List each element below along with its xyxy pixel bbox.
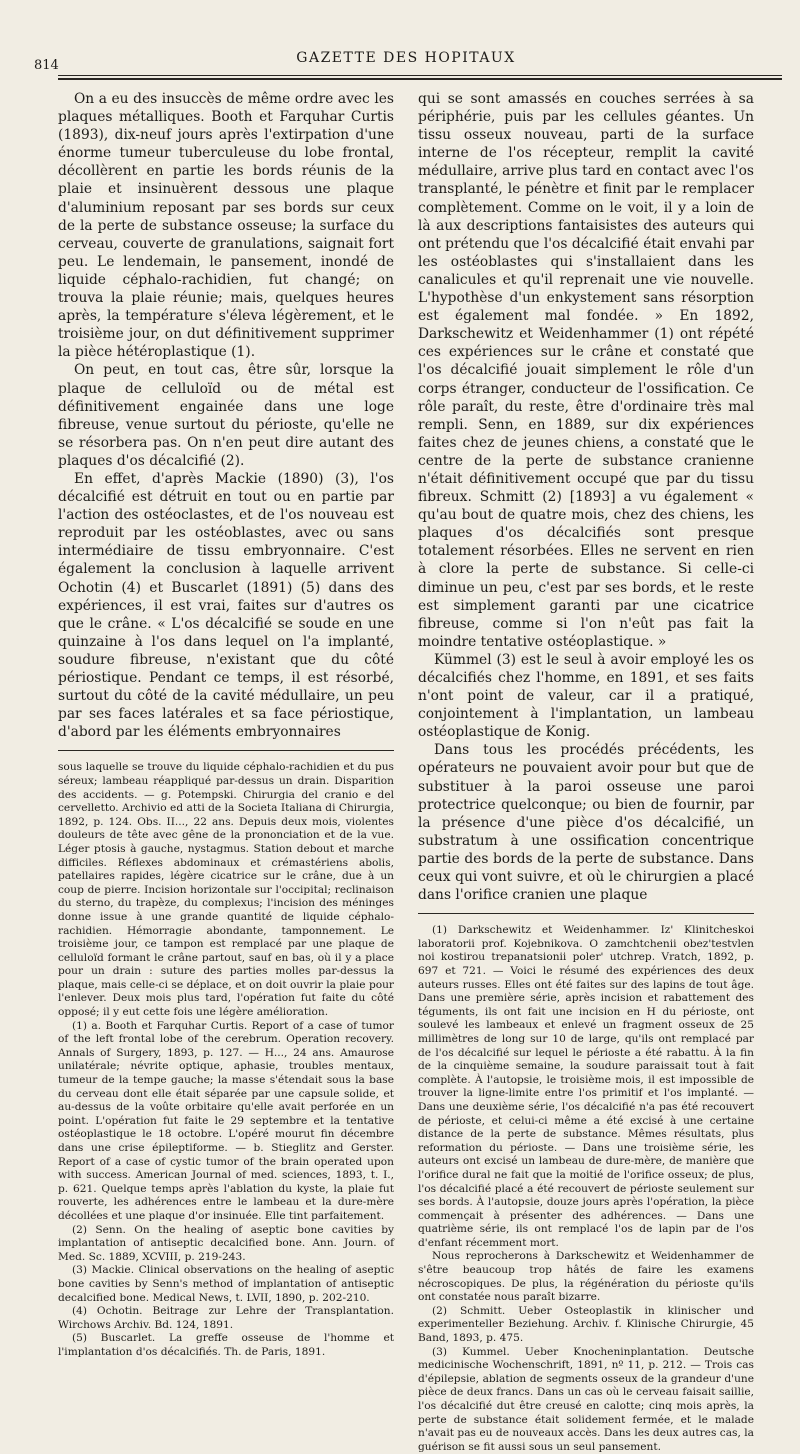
page-header <box>30 44 782 74</box>
body-paragraph: En effet, d'après Mackie (1890) (3), l'os décalcifié est détruit en tout ou en partie par l'action des ostéoclastes, et de l'os nouveau est reproduit par les ostéoblastes, avec ou sans intermédiaire de tissu embryonnaire. C'est également la conclusion à laquelle arrivent Ochotin (4) et Buscarlet (1891) (5) dans des expériences, il est vrai, faites sur d'autres os que le crâne. « L'os décalcifié se soude en une quinzaine à l'os dans lequel on l'a implanté, soudure fibreuse, n'existant que du côté périostique. Pendant ce temps, il est résorbé, surtout du côté de la cavité médullaire, un peu par ses faces latérales et sa face périostique, d'abord par les éléments embryonnaires <box>58 470 394 741</box>
footnote-separator <box>58 750 394 751</box>
footnote-separator <box>418 913 754 914</box>
body-paragraph: On peut, en tout cas, être sûr, lorsque la plaque de celluloïd ou de métal est définitivement engainée dans une loge fibreuse, venue surtout du périoste, qu'elle ne se résorbera pas. On n'en peut dire autant des plaques d'os décalcifié (2). <box>58 362 394 469</box>
right-column <box>418 90 754 1454</box>
footnote: Nous reprocherons à Darkschewitz et Weidenhammer de s'être beaucoup trop hâtés de faire les examens nécroscopiques. De plus, la régénération du périoste qu'ils ont constatée nous paraît bizarre. <box>418 1250 754 1304</box>
footnote: (2) Senn. On the healing of aseptic bone cavities by implantation of antiseptic decalcified bone. Ann. Journ. of Med. Sc. 1889, XCVIII, p. 219-243. <box>58 1223 394 1263</box>
footnote: (1) a. Booth et Farquhar Curtis. Report of a case of tumor of the left frontal lobe of the cerebrum. Operation recovery. Annals of Surgery, 1893, p. 127. — H..., 24 ans. Amaurose unilatérale; névrite optique, aphasie, troubles mentaux, tumeur de la tempe gauche; la masse s'étendait sous la base du cerveau dont elle était séparée par une capsule solide, et au-dessus de la voûte orbitaire qu'elle avait perforée en un point. L'opération fut faite le 29 septembre et la tentative ostéoplastique le 18 octobre. L'opéré mourut fin décembre dans une crise épileptiforme. — b. Stieglitz and Gerster. Report of a case of cystic tumor of the brain operated upon with success. American Journal of med. sciences, 1893, t. I., p. 621. Quelque temps après l'ablation du kyste, la plaie fut rouverte, les adhérences entre le lambeau et la dure-mère décollées et une plaque d'or insinuée. Elle tint parfaitement. <box>58 1019 394 1222</box>
page-number: 814 <box>34 58 59 73</box>
body-paragraph: On a eu des insuccès de même ordre avec les plaques métalliques. Booth et Farquhar Curtis (1893), dix-neuf jours après l'extirpation d'une énorme tumeur tuberculeuse du lobe frontal, décollèrent en partie les bords réunis de la plaie et insinuèrent dessous une plaque d'aluminium reposant par ses bords sur ceux de la perte de substance osseuse; la surface du cerveau, couverte de granulations, saignait fort peu. Le lendemain, le pansement, inondé de liquide céphalo-rachidien, fut changé; on trouva la plaie réunie; mais, quelques heures après, la température s'éleva légèrement, et le troisième jour, on dut définitivement supprimer la pièce hétéroplastique (1). <box>58 91 394 361</box>
journal-title: GAZETTE DES HOPITAUX <box>296 50 516 66</box>
left-column <box>58 90 394 1360</box>
footnote: (5) Buscarlet. La greffe osseuse de l'homme et l'implantation d'os décalcifiés. Th. de Paris, 1891. <box>58 1332 394 1358</box>
header-double-rule <box>58 78 782 80</box>
body-paragraph: Kümmel (3) est le seul à avoir employé les os décalcifiés chez l'homme, en 1891, et ses faits n'ont point de valeur, car il a pratiqué, conjointement à l'implantation, un lambeau ostéoplastique de Konig. <box>418 651 754 741</box>
footnote: sous laquelle se trouve du liquide céphalo-rachidien et du pus séreux; lambeau réappliqué par-dessus un drain. Disparition des accidents. — g. Potempski. Chirurgia del cranio e del cervelletto. Archivio ed atti de la Societa Italiana di Chirurgia, 1892, p. 124. Obs. II..., 22 ans. Depuis deux mois, violentes douleurs de tête avec gêne de la prononciation et de la vue. Léger ptosis à gauche, nystagmus. Station debout et marche difficiles. Réflexes abdominaux et crémastériens abolis, patellaires rapides, légère cicatrice sur le crâne, due à un coup de pierre. Incision horizontale sur l'occipital; reclinaison du sterno, du trapèze, du complexus; l'incision des méninges donne issue à une grande quantité de liquide céphalo-rachidien. Hémorragie abondante, tamponnement. Le troisième jour, ce tampon est remplacé par une plaque de celluloïd formant le crâne partout, sauf en bas, où il y a place pour un drain : suture des parties molles par-dessus la plaque, mais celle-ci se déplace, et on doit ouvrir la plaie pour l'enlever. Deux mois plus tard, l'opération fut faite du côté opposé; il y eut cette fois une légère amélioration. <box>58 761 394 1019</box>
footnote: (2) Schmitt. Ueber Osteoplastik in klinischer und experimenteller Beziehung. Archiv. f. Klinische Chirurgie, 45 Band, 1893, p. 475. <box>418 1304 754 1345</box>
body-paragraph: qui se sont amassés en couches serrées à sa périphérie, puis par les cellules géantes. Un tissu osseux nouveau, parti de la surface interne de l'os récepteur, remplit la cavité médullaire, arrive plus tard en contact avec l'os transplanté, le pénètre et finit par le remplacer complètement. Comme on le voit, il y a loin de là aux descriptions fantaisistes des auteurs qui ont prétendu que l'os décalcifié était envahi par les ostéoblastes qui s'installaient dans les canalicules et qu'il reprenait une vie nouvelle. L'hypothèse d'un enkystement sans résorption est également mal fondée. » En 1892, Darkschewitz et Weidenhammer (1) ont répété ces expériences sur le crâne et constaté que l'os décalcifié jouait simplement le rôle d'un corps étranger, conducteur de l'ossification. Ce rôle paraît, du reste, être d'ordinaire très mal rempli. Senn, en 1889, sur dix expériences faites chez de jeunes chiens, a constaté que le centre de la perte de substance cranienne n'était définitivement occupé que par du tissu fibreux. Schmitt (2) [1893] a vu également « qu'au bout de quatre mois, chez des chiens, les plaques d'os décalcifiés sont presque totalement résorbées. Elles ne servent en rien à clore la perte de substance. Si celle-ci diminue un peu, c'est par ses bords, et le reste est simplement garanti par une cicatrice fibreuse, comme si l'on n'eût pas fait la moindre tentative ostéoplastique. » <box>418 91 754 650</box>
header-rule <box>58 75 782 76</box>
footnote: (4) Ochotin. Beitrage zur Lehre der Transplantation. Wirchows Archiv. Bd. 124, 1891. <box>58 1305 394 1331</box>
footnotes <box>58 761 394 1359</box>
footnote: (3) Kummel. Ueber Knocheninplantation. Deutsche medicinische Wochenschrift, 1891, nº 11, p. 212. — Trois cas d'épilepsie, ablation de segments osseux de la grandeur d'une pièce de deux francs. Dans un cas où le cerveau faisait saillie, l'os décalcifié dut être creusé en calotte; cinq mois après, la perte de substance était solidement fermée, et le malade n'avait pas eu de nouveaux accès. Dans les deux autres cas, la guérison se fit aussi sous un seul pansement. <box>418 1345 754 1453</box>
footnote: (1) Darkschewitz et Weidenhammer. Iz' Klinitcheskoi laboratorii prof. Kojebnikova. O zamchtchenii obez'testvlen noi kostirou trepanatsionii poler' utchrep. Vratch, 1892, p. 697 et 721. — Voici le résumé des expériences des deux auteurs russes. Elles ont été faites sur des lapins de tout âge. Dans une première série, après incision et rabattement des téguments, ils ont fait une incision en H du périoste, ont soulevé les lambeaux et enlevé un fragment osseux de 25 millimètres de long sur 10 de large, qu'ils ont remplacé par de l'os décalcifié sur lequel le périoste a été rabattu. À la fin de la cinquième semaine, la soudure paraissait tout à fait complète. À l'autopsie, le troisième mois, il est impossible de trouver la ligne-limite entre l'os primitif et l'os implanté. — Dans une deuxième série, l'os décalcifié n'a pas été recouvert de périoste, et celui-ci même a été excisé à une certaine distance de la perte de substance. Mêmes résultats, plus reformation du périoste. — Dans une troisième série, les auteurs ont excisé un lambeau de dure-mère, de manière que l'orifice dural ne fait que la moitié de l'orifice osseux; de plus, l'os décalcifié placé a été recouvert de périoste seulement sur ses bords. À l'autopsie, douze jours après l'opération, la pièce commençait à présenter des adhérences. — Dans une quatrième série, ils ont remplacé l'os de lapin par de l'os d'enfant récemment mort. <box>418 924 754 1249</box>
footnotes <box>418 924 754 1454</box>
footnote: (3) Mackie. Clinical observations on the healing of aseptic bone cavities by Senn's method of implantation of antiseptic decalcified bone. Medical News, t. LVII, 1890, p. 202-210. <box>58 1264 394 1304</box>
body-paragraph: Dans tous les procédés précédents, les opérateurs ne pouvaient avoir pour but que de substituer à la paroi osseuse une paroi protectrice quelconque; ou bien de fournir, par la présence d'une pièce d'os décalcifié, un substratum à une ossification concentrique partie des bords de la perte de substance. Dans ceux qui vont suivre, et où le chirurgien a placé dans l'orifice cranien une plaque <box>418 742 754 904</box>
